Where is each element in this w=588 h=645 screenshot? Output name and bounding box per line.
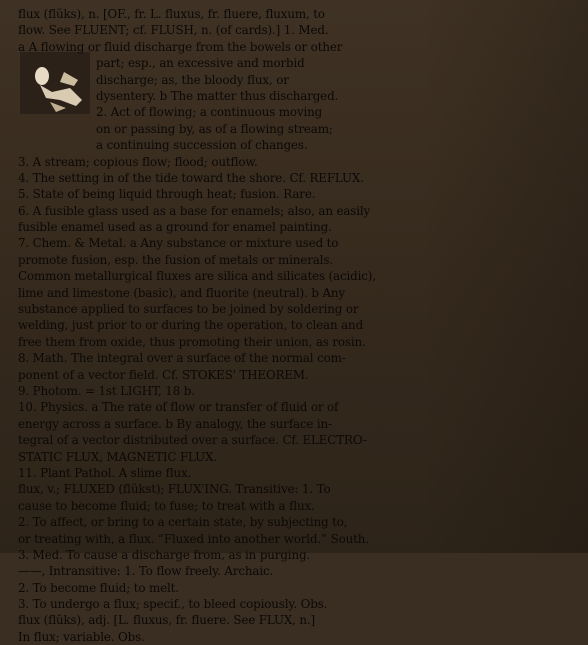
text-line: substance applied to surfaces to be joined by soldering or: [18, 302, 359, 317]
text-line: promote fusion, esp. the fusion of metals or minerals.: [18, 252, 333, 267]
page-shadow: [420, 0, 588, 553]
text-line: dysentery. b The matter thus discharged.: [96, 88, 339, 103]
text-line: 9. Photom. = 1st LIGHT, 18 b.: [18, 383, 195, 398]
text-line: 11. Plant Pathol. A slime flux.: [18, 465, 192, 480]
text-line: Common metallurgical fluxes are silica and silicates (acidic),: [18, 269, 376, 284]
text-line: ——, Intransitive: 1. To flow freely. Archaic.: [18, 564, 274, 579]
text-line: discharge; as, the bloody flux, or: [96, 72, 289, 87]
text-line: on or passing by, as of a flowing stream;: [96, 121, 333, 136]
text-line: 10. Physics. a The rate of flow or transfer of fluid or of: [18, 400, 339, 415]
text-line: 3. To undergo a flux; specif., to bleed copiously. Obs.: [18, 597, 328, 612]
text-line: flux, v.; FLUXED (flŭkst); FLUX'ING. Transitive: 1. To: [18, 482, 331, 497]
text-line: 2. Act of flowing; a continuous moving: [96, 105, 323, 120]
text-line: 3. Med. To cause a discharge from, as in purging.: [18, 547, 311, 562]
text-line: STATIC FLUX, MAGNETIC FLUX.: [18, 449, 217, 464]
text-line: welding, just prior to or during the operation, to clean and: [18, 318, 364, 333]
text-line: a A flowing or fluid discharge from the bowels or other: [18, 39, 343, 54]
text-line: 6. A fusible glass used as a base for enamels; also, an easily: [18, 203, 371, 218]
text-line: 8. Math. The integral over a surface of the normal com-: [18, 351, 346, 366]
text-line: 3. A stream; copious flow; flood; outflow.: [18, 154, 258, 169]
text-line: ponent of a vector field. Cf. STOKES' THEOREM.: [18, 367, 309, 382]
text-line: In flux; variable. Obs.: [18, 629, 145, 644]
text-line: fusible enamel used as a ground for enamel painting.: [18, 220, 332, 235]
text-line: a continuing succession of changes.: [96, 138, 308, 153]
text-line: 7. Chem. & Metal. a Any substance or mixture used to: [18, 236, 339, 251]
dictionary-entry-text: [18, 6, 414, 645]
text-line: flow. See FLUENT; cf. FLUSH, n. (of cards).] 1. Med.: [18, 23, 329, 38]
text-line: or treating with, a flux. “Fluxed into another world.” South.: [18, 531, 369, 546]
text-line: free them from oxide, thus promoting their union, as rosin.: [18, 334, 366, 349]
text-line: flux (flŭks), n. [OF., fr. L. fluxus, fr. fluere, fluxum, to: [18, 7, 325, 21]
text-line: 5. State of being liquid through heat; fusion. Rare.: [18, 187, 316, 202]
text-line: 2. To affect, or bring to a certain state, by subjecting to,: [18, 515, 348, 530]
text-line: flux (flŭks), adj. [L. fluxus, fr. fluere. See FLUX, n.]: [18, 613, 316, 628]
text-line: part; esp., an excessive and morbid: [96, 56, 305, 71]
text-line: lime and limestone (basic), and fluorite (neutral). b Any: [18, 285, 345, 300]
text-line: cause to become fluid; to fuse; to treat with a flux.: [18, 498, 315, 513]
text-line: energy across a surface. b By analogy, the surface in-: [18, 416, 332, 431]
text-line: 4. The setting in of the tide toward the shore. Cf. REFLUX.: [18, 170, 364, 185]
text-line: tegral of a vector distributed over a surface. Cf. ELECTRO-: [18, 433, 367, 448]
text-line: 2. To become fluid; to melt.: [18, 580, 179, 595]
